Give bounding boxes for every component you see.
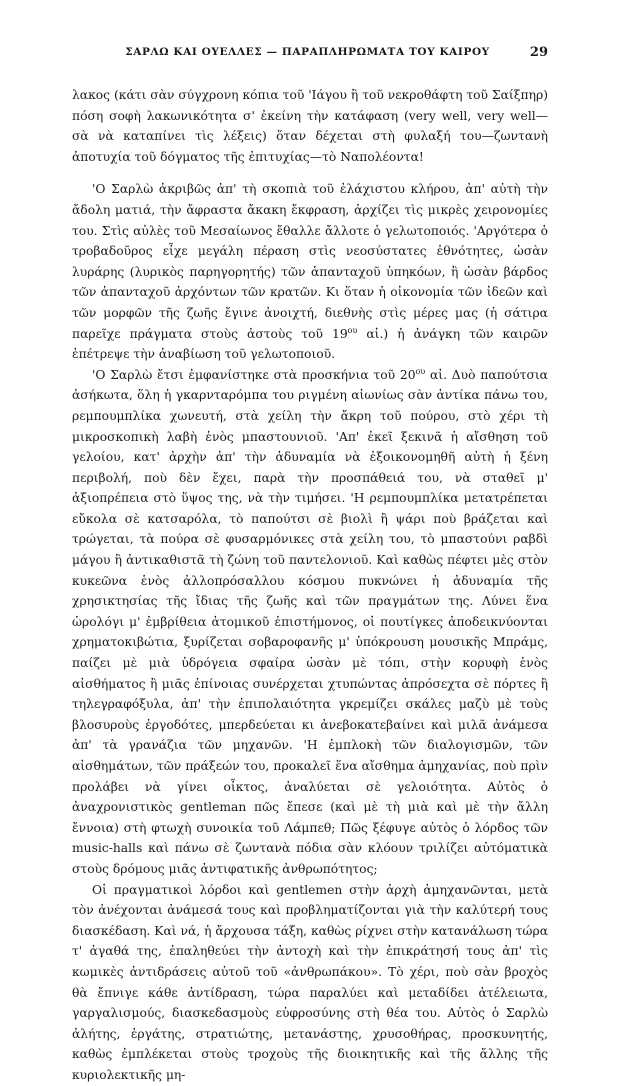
paragraph: 'Ο Σαρλὼ ἔτσι ἐμφανίστηκε στὰ προσκήνια τοῦ $20^{o\upsilon}$ αἰ. Δυὸ παπούτσια ἀσήκωτα, ὅλη ἡ γκαρνταρόμπα του ριγμένη αἰωνίως σὰν ἀντίκα πάνω του, ρεμπουμπλίκα χωνευτή, στὰ χείλη τὴν ἄκρη τοῦ πούρου, στὸ χέρι τὴ μικροσκοπικὴ λαβὴ ἑνὸς μπαστουνιοῦ. 'Απ' ἐκεῖ ξεκινᾶ ἡ αἴσθηση τοῦ γελοίου, κατ' ἀρχὴν ἀπ' τὴν ἀδυναμία νὰ ἐξοικονομηθῆ αὐτὴ ἡ ξένη περιβολή, ποὺ δὲν ἔχει, παρὰ τὴν προσπάθειά του, νὰ σταθεῖ μ' ἀξιοπρέπεια στὸ ὕψος της, νὰ τὴν τιμήσει. 'Η ρεμπουμπλίκα μετατρέπεται εὔκολα σὲ κατσαρόλα, τὸ παπούτσι σὲ βιολὶ ἢ ψάρι ποὺ βράζεται καὶ τρώγεται, τὰ πούρα σὲ φυσαρμόνικες στὰ χείλη του, τὸ μπαστούνι ραβδὶ μάγου ἢ ἀντικαθιστᾶ τὴ ζώνη τοῦ παντελονιοῦ. Καὶ καθὼς πέφτει μὲς στὸν κυκεῶνα ἑνὸς ἀλλοπρόσαλλου κόσμου πυκνώνει ἡ ἀδυναμία τῆς χρησικτησίας τῆς ἴδιας τῆς ζωῆς καὶ τῶν πραγμάτων της. Λύνει ἕνα ὡρολόγι μ' ἐμβρίθεια ἀτομικοῦ ἐπιστήμονος, οἱ πουτίγκες ἀποδεικνύονται χρηματοκιβώτια, ξυρίζεται σοβαροφανῆς μ' ὑπόκρουση μουσικῆς Μπράμς, παίζει μὲ μιὰ ὑδρόγεια σφαίρα ὡσὰν μὲ τόπι, στὴν κορυφὴ ἑνὸς αἰσθήματος ἢ μιᾶς ἐπίνοιας συνέρχεται χτυπώντας ἀπρόσεχτα σὲ πόρτες ἢ τηλεγραφόξυλα, ἀπ' τὴν ἐπιπολαιότητα γκρεμίζει σκάλες μαζὺ μὲ τοὺς βλοσυροὺς ἐργοδότες, μπερδεύεται κι ἀνεβοκατεβαίνει καὶ μιλᾶ ἀνάμεσα ἀπ' τὰ γρανάζια τῶν μηχανῶν. 'Η ἐμπλοκὴ τῶν διαλογισμῶν, τῶν αἰσθημάτων, τῶν πράξεών του, προκαλεῖ ἕνα αἴσθημα ἀμηχανίας, ποὺ πρὶν προλάβει νὰ γίνει οἶκτος, ἀναλύεται σὲ γελοιότητα. Αὐτὸς ὁ ἀναχρονιστικὸς gentleman πῶς ἔπεσε (καὶ μὲ τὴ μιὰ καὶ μὲ τὴν ἄλλη ἔννοια) στὴ φτωχὴ συνοικία τοῦ Λάμπεθ; Πῶς ξέφυγε αὐτὸς ὁ λόρδος τῶν music-halls καὶ πάνω σὲ ζωντανὰ πόδια σὰν κλόουν τριλίζει αὐτόματικὰ στοὺς δρόμους μιᾶς ἀντιφατικῆς ἀνθρωπότητος; (72, 366, 548, 876)
paragraph: Οἱ πραγματικοὶ λόρδοι καὶ gentlemen στὴν ἀρχὴ ἀμηχανῶνται, μετὰ τὸν ἀνέχονται ἀνάμεσά τους καὶ προβληματίζονται γιὰ τὴν καλύτερή τους διασκέδαση. Καὶ νά, ἡ ἄρχουσα τάξη, καθὼς ρίχνει στὴν κατανάλωση τώρα τ' ἀγαθά της, ἐπαληθεύει τὴν ἀντοχὴ καὶ τὴν ἐπικράτησή τους ἀπ' τὶς κωμικὲς ἀντιδράσεις αὐτοῦ τοῦ «ἀνθρωπάκου». Τὸ χέρι, ποὺ σὰν βροχὸς θὰ ἔπνιγε κάθε ἀντίδραση, τώρα παραλύει καὶ μεταδίδει ἀτέλειωτα, γαργαλισμούς, διασκεδασμοὺς εὐφροσύνης στὴ θέα του. Αὐτὸς ὁ Σαρλὼ ἀλήτης, ἐργάτης, στρατιώτης, μετανάστης, χρυσοθήρας, προσκυνητής, καθὼς ἐμπλέκεται στοὺς τροχοὺς τῆς διοικητικῆς καὶ τῆς ἄλλης τῆς κυριολεκτικῆς μη- (72, 882, 548, 1082)
running-title: ΣΑΡΛΩ ΚΑΙ ΟΥΕΛΛΕΣ — ΠΑΡΑΠΛΗΡΩΜΑΤΑ ΤΟΥ ΚΑΙΡΟΥ (125, 46, 490, 58)
body-text (72, 85, 548, 1086)
page-header (72, 46, 548, 64)
page-number: 29 (529, 45, 548, 60)
paragraph: 'Ο Σαρλὼ ἀκριβῶς ἀπ' τὴ σκοπιὰ τοῦ ἐλάχιστου κλήρου, ἀπ' αὐτὴ τὴν ἄδολη ματιά, τὴν ἄφραστα ἄκακη ἔκφραση, ἀρχίζει τὶς μικρὲς χειρονομίες του. Στὶς αὐλὲς τοῦ Μεσαίωνος ἔθαλλε ἄλλοτε ὁ γελωτοποιός. 'Αργότερα ὁ τροβαδοῦρος εἶχε μεγάλη πέραση στὶς νεοσύστατες ἐθνότητες, ὡσὰν λυράρης (λυρικὸς παρηγορητής) τῶν ἁπανταχοῦ ὑπηκόων, ἢ ὡσὰν βάρδος τῶν ἁπανταχοῦ ἀρχόντων τῶν κρατῶν. Κι ὅταν ἡ οἰκονομία τῶν ἰδεῶν καὶ τῶν μορφῶν τῆς ζωῆς ἔγινε ἀνοιχτή, διεθνὴς στὶς μέρες μας (ἡ σάτιρα παρεῖχε πράγματα στοὺς ἀστοὺς τοῦ $19^{o\upsilon}$ αἰ.) ἡ ἀνάγκη τῶν καιρῶν ἐπέτρεψε τὴν ἀναβίωση τοῦ γελωτοποιοῦ. (72, 182, 548, 362)
paragraph: λακος (κάτι σὰν σύγχρονη κόπια τοῦ 'Ιάγου ἢ τοῦ νεκροθάφτη τοῦ Σαίξπηρ) πόση σοφὴ λακωνικότητα σ' ἐκείνη τὴν κατάφαση (very well, very well— σὰ νὰ καταπίνει τὶς λέξεις) ὅταν δέχεται στὴ φυλαξή του—ζωντανὴ ἀποτυχία τοῦ δόγματος τῆς ἐπιτυχίας—τὸ Ναπολέοντα! (72, 88, 548, 164)
